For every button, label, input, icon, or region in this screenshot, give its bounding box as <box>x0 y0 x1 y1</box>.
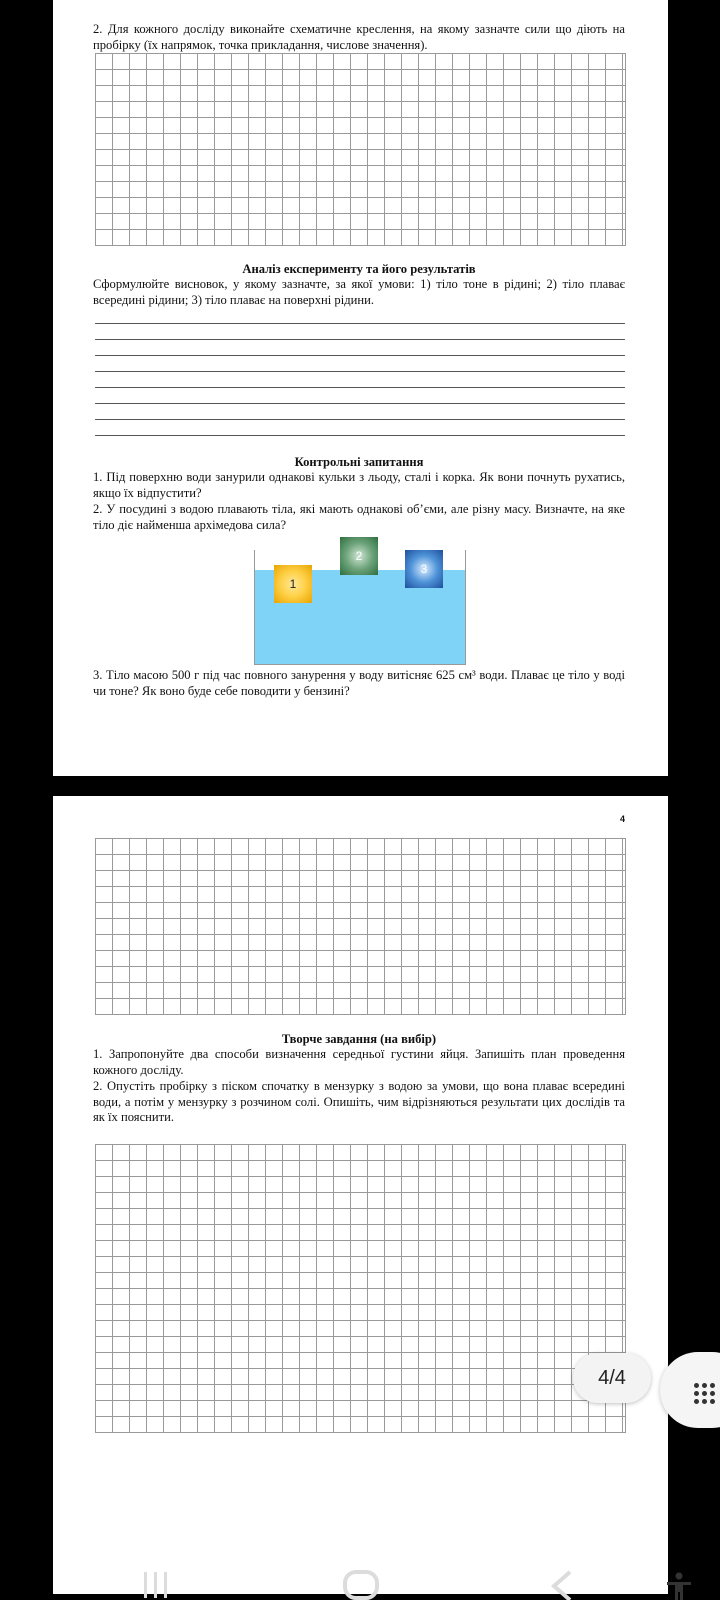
page-number: 4 <box>620 814 626 824</box>
drawing-grid-1 <box>95 53 626 246</box>
analysis-text: Сформулюйте висновок, у якому зазначте, за якої умови: 1) тіло тоне в рідині; 2) тіло плаває всередині рідини; 3) тіло плаває на поверхні рідини. <box>93 277 625 307</box>
question-1-text: 1. Під поверхню води занурили однакові кульки з льоду, сталі і корка. Як вони почнуть рухатись, якщо їх відпустити? <box>93 470 625 500</box>
control-questions-heading: Контрольні запитання <box>294 455 424 469</box>
dots-grid-icon[interactable] <box>694 1383 716 1413</box>
answer-line <box>95 323 625 324</box>
task-2-text: 2. Для кожного досліду виконайте схематичне креслення, на якому зазначте сили що діють на пробірку (їх напрямок, точка прикладання, числове значення). <box>93 22 625 52</box>
drawing-grid-2 <box>95 838 626 1015</box>
document-page-4 <box>53 796 668 1594</box>
body-3: 3 <box>405 550 443 588</box>
question-2-text: 2. У посудині з водою плавають тіла, які мають однакові об’єми, але різну масу. Визначте, на яке тіло діє найменша архімедова сила? <box>93 502 625 532</box>
back-icon[interactable] <box>548 1570 578 1600</box>
accessibility-icon[interactable] <box>664 1572 694 1600</box>
answer-line <box>95 387 625 388</box>
body-1: 1 <box>274 565 312 603</box>
answer-line <box>95 371 625 372</box>
body-2: 2 <box>340 537 378 575</box>
creative-task-1-text: 1. Запропонуйте два способи визначення середньої густини яйця. Запишіть план проведення кожного досліду. <box>93 1047 625 1077</box>
recents-icon[interactable] <box>140 1570 176 1600</box>
creative-task-heading: Творче завдання (на вибір) <box>281 1032 437 1046</box>
answer-line <box>95 435 625 436</box>
creative-task-2-text: 2. Опустіть пробірку з піском спочатку в мензурку з водою за умови, що вона плаває всередині води, а потім у мензурку з розчином солі. Опишіть, чим відрізняються результати цих дослідів та як їх пояснити. <box>93 1079 625 1124</box>
document-page-3 <box>53 0 668 776</box>
answer-line <box>95 419 625 420</box>
page-counter[interactable]: 4/4 <box>573 1353 651 1403</box>
home-icon[interactable] <box>342 1570 382 1600</box>
floating-bodies-figure <box>254 550 466 665</box>
question-3-text: 3. Тіло масою 500 г під час повного занурення у воду витісняє 625 см³ води. Плаває це тіло у воді чи тоне? Як воно буде себе поводити у бензині? <box>93 668 625 698</box>
answer-line <box>95 339 625 340</box>
drawing-grid-3 <box>95 1144 626 1433</box>
answer-line <box>95 355 625 356</box>
analysis-heading: Аналіз експерименту та його результатів <box>242 262 476 276</box>
answer-line <box>95 403 625 404</box>
